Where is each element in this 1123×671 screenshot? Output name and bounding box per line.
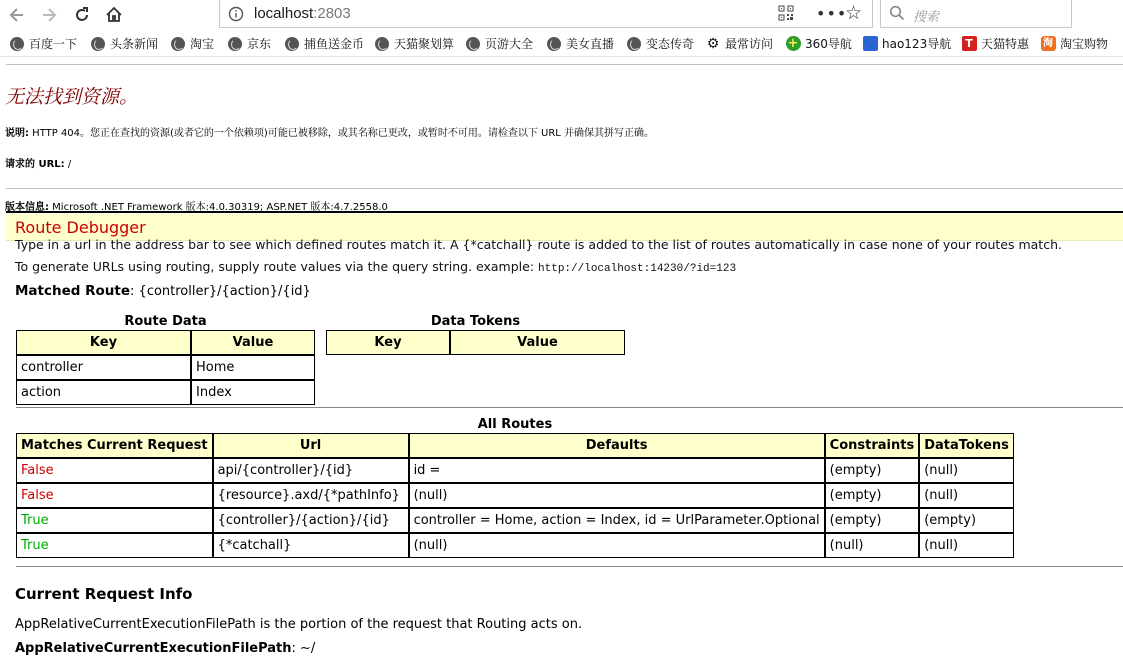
column-header: Matches Current Request (16, 433, 213, 458)
table-cell: id = (409, 458, 825, 483)
table-row (16, 483, 1014, 508)
table-cell: (null) (919, 483, 1014, 508)
table-cell: {controller}/{action}/{id} (213, 508, 409, 533)
bookmark-item[interactable]: 京东 (227, 35, 271, 52)
bookmark-item[interactable]: 页游大全 (465, 35, 533, 52)
globe-icon (9, 36, 25, 52)
bookmark-item[interactable]: 🐾 hao123导航 (863, 37, 952, 51)
column-header: Url (213, 433, 409, 458)
bookmarks-bar (0, 31, 1123, 57)
table-caption: Data Tokens (430, 314, 521, 329)
table-cell: (null) (409, 483, 825, 508)
table-caption: All Routes (477, 417, 553, 432)
divider (16, 407, 1123, 408)
gear-icon: ⚙ (706, 35, 720, 52)
intro-text: Type in a url in the address bar to see which defined routes match it. A {*catchall} route is added to the list of routes automatically in case none of your routes match. (15, 237, 1062, 252)
table-cell: (null) (919, 533, 1014, 558)
divider (6, 188, 1123, 189)
bookmark-item[interactable]: 淘 淘宝购物 (1040, 35, 1108, 52)
globe-icon (626, 36, 642, 52)
table-cell: controller = Home, action = Index, id = UrlParameter.Optional (409, 508, 825, 533)
column-header: DataTokens (919, 433, 1014, 458)
globe-icon (465, 36, 481, 52)
globe-icon (374, 36, 390, 52)
bookmark-item[interactable]: 头条新闻 (90, 35, 158, 52)
table-row (16, 533, 1014, 558)
table-row (16, 355, 315, 380)
home-icon (105, 6, 123, 24)
table-cell: (empty) (825, 458, 920, 483)
column-header: Value (191, 330, 315, 355)
bookmark-item[interactable]: 美女直播 (546, 35, 614, 52)
divider (6, 211, 1123, 213)
column-header: Key (326, 330, 450, 355)
table-cell: (null) (409, 533, 825, 558)
browser-toolbar (0, 0, 1123, 30)
tmall-icon: T (961, 36, 977, 52)
match-status-cell: False (16, 458, 213, 483)
paw-icon: 🐾 (863, 37, 877, 50)
table-cell: (empty) (825, 483, 920, 508)
column-header: Value (450, 330, 625, 355)
table-cell: (empty) (919, 508, 1014, 533)
column-header: Key (16, 330, 191, 355)
reload-icon (73, 6, 91, 24)
match-status-cell: True (16, 533, 213, 558)
table-row (16, 508, 1014, 533)
bookmark-item[interactable]: 捕鱼送金币 (284, 35, 364, 52)
bookmark-item[interactable]: 百度一下 (9, 35, 77, 52)
table-row (16, 380, 315, 405)
search-bar[interactable] (880, 0, 1072, 28)
example-url: http://localhost:14230/?id=123 (538, 263, 737, 275)
reload-button[interactable] (69, 2, 95, 28)
page-actions-menu-icon[interactable]: ••• (816, 4, 848, 23)
table-cell: (null) (825, 533, 920, 558)
bookmark-item[interactable]: 变态传奇 (626, 35, 694, 52)
error-description: 说明: HTTP 404。您正在查找的资源(或者它的一个依赖项)可能已被移除，或其名称已更改，或暂时不可用。请检查以下 URL 并确保其拼写正确。 (5, 128, 655, 139)
data-tokens-table (326, 314, 625, 355)
current-request-title: Current Request Info (15, 585, 193, 603)
column-header: Defaults (409, 433, 825, 458)
back-button[interactable] (4, 2, 30, 28)
bookmark-item[interactable]: + 360导航 (785, 35, 852, 52)
route-debugger-title: Route Debugger (15, 218, 146, 237)
taobao-icon: 淘 (1040, 36, 1056, 52)
most-visited-bookmark[interactable]: ⚙ 最常访问 (706, 35, 774, 52)
requested-url: 请求的 URL: / (5, 159, 72, 170)
search-icon (889, 5, 905, 25)
table-cell: (null) (919, 458, 1014, 483)
nav-360-icon: + (785, 36, 801, 52)
route-data-table (16, 314, 315, 405)
bookmark-item[interactable]: T 天猫特惠 (961, 35, 1029, 52)
qr-code-icon[interactable] (778, 5, 794, 25)
info-icon[interactable] (228, 6, 244, 26)
search-input[interactable]: 搜索 (913, 10, 940, 25)
error-title: 无法找到资源。 (5, 86, 139, 108)
column-header: Constraints (825, 433, 920, 458)
bookmark-item[interactable]: 天猫聚划算 (374, 35, 454, 52)
bookmark-item[interactable]: 淘宝 (170, 35, 214, 52)
back-arrow-icon (8, 6, 26, 24)
table-cell: (empty) (825, 508, 920, 533)
current-request-path: AppRelativeCurrentExecutionFilePath: ~/ (15, 641, 316, 656)
forward-button[interactable] (36, 2, 62, 28)
table-cell: {*catchall} (213, 533, 409, 558)
globe-icon (170, 36, 186, 52)
address-bar[interactable] (219, 0, 873, 28)
globe-icon (227, 36, 243, 52)
globe-icon (284, 36, 300, 52)
table-caption: Route Data (124, 314, 207, 329)
table-cell: action (16, 380, 191, 405)
divider (16, 566, 1123, 567)
forward-arrow-icon (40, 6, 58, 24)
current-request-text: AppRelativeCurrentExecutionFilePath is the portion of the request that Routing acts on. (15, 617, 583, 632)
version-info: 版本信息: Microsoft .NET Framework 版本:4.0.30319; ASP.NET 版本:4.7.2558.0 (5, 202, 388, 213)
url-generation-text: To generate URLs using routing, supply route values via the query string. example: http://localhost:14230/?id=123 (15, 259, 737, 275)
globe-icon (90, 36, 106, 52)
home-button[interactable] (101, 2, 127, 28)
table-cell: Home (191, 355, 315, 380)
match-status-cell: False (16, 483, 213, 508)
address-text[interactable]: localhost:2803 (254, 5, 351, 22)
table-cell: {resource}.axd/{*pathInfo} (213, 483, 409, 508)
table-cell: Index (191, 380, 315, 405)
globe-icon (546, 36, 562, 52)
table-cell: api/{controller}/{id} (213, 458, 409, 483)
divider (6, 64, 1123, 65)
match-status-cell: True (16, 508, 213, 533)
table-row (16, 458, 1014, 483)
table-cell: controller (16, 355, 191, 380)
matched-route: Matched Route: {controller}/{action}/{id} (15, 283, 311, 299)
all-routes-table (16, 417, 1014, 558)
bookmark-star-icon[interactable]: ☆ (845, 2, 863, 24)
